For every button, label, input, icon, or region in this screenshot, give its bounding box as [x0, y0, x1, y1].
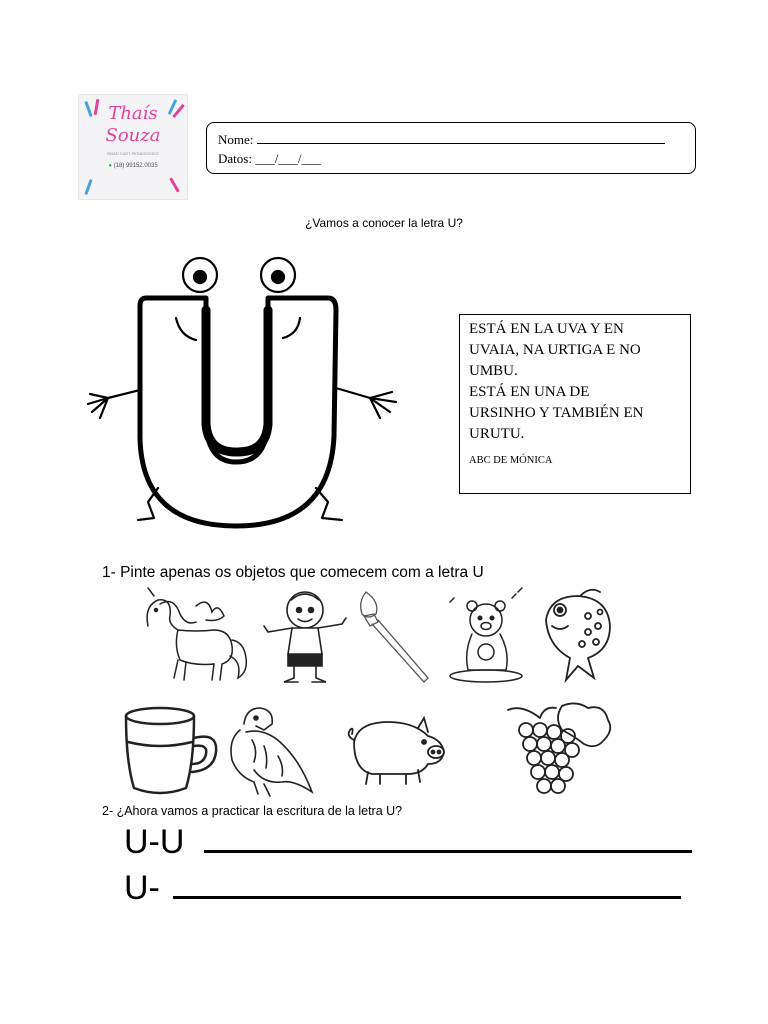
pencil-icon	[169, 177, 180, 192]
letter-u-character-illustration	[78, 248, 408, 530]
bear-picture[interactable]	[444, 586, 530, 686]
date-row	[218, 151, 321, 167]
cup-picture[interactable]	[120, 702, 222, 800]
pencil-icon	[84, 179, 92, 195]
practice-row-2	[124, 868, 681, 908]
whatsapp-icon: ●	[108, 163, 112, 169]
practice-label-1: U-U	[124, 823, 185, 861]
verse-line: UVAIA, NA URTIGA E NO	[469, 342, 641, 358]
verse-line: URSINHO Y TAMBIÉN EN	[469, 405, 644, 421]
date-label: Datos:	[218, 151, 252, 166]
pig-picture[interactable]	[344, 712, 452, 788]
fish-picture[interactable]	[538, 586, 618, 684]
verse-line: UMBU.	[469, 363, 518, 379]
name-row	[218, 131, 665, 148]
logo-tagline: ROAD CAST PEDAGÓGICO	[107, 151, 159, 156]
grapes-picture[interactable]	[504, 700, 616, 800]
question-2: 2- ¿Ahora vamos a practicar la escritura de la letra U?	[102, 804, 403, 818]
paintbrush-picture[interactable]	[354, 586, 434, 686]
logo-name-first: Thaís	[108, 103, 158, 124]
student-info-box	[206, 122, 696, 174]
logo	[78, 94, 188, 200]
verse-box	[459, 314, 691, 494]
intro-title: ¿Vamos a conocer la letra U?	[305, 216, 463, 230]
verse-line: ESTÁ EN LA UVA Y EN	[469, 321, 624, 337]
name-label: Nome:	[218, 132, 254, 147]
practice-row-1	[124, 822, 692, 862]
practice-writing-line-1[interactable]	[204, 822, 692, 853]
name-field[interactable]	[257, 131, 665, 144]
date-field[interactable]: ___/___/___	[255, 151, 321, 166]
verse-line: ESTÁ EN UNA DE	[469, 384, 590, 400]
verse-text	[469, 319, 682, 445]
unicorn-picture[interactable]	[134, 586, 250, 684]
practice-label-2: U-	[124, 869, 160, 907]
vulture-picture[interactable]	[224, 700, 316, 800]
logo-name-last: Souza	[105, 125, 161, 146]
practice-writing-line-2[interactable]	[173, 868, 681, 899]
verse-source: ABC DE MÓNICA	[469, 455, 553, 466]
question-1: 1- Pinte apenas os objetos que comecem com a letra U	[102, 564, 484, 581]
boy-picture[interactable]	[262, 588, 348, 686]
logo-phone: ● (18) 99152.0035	[108, 163, 158, 169]
verse-line: URUTU.	[469, 426, 525, 442]
